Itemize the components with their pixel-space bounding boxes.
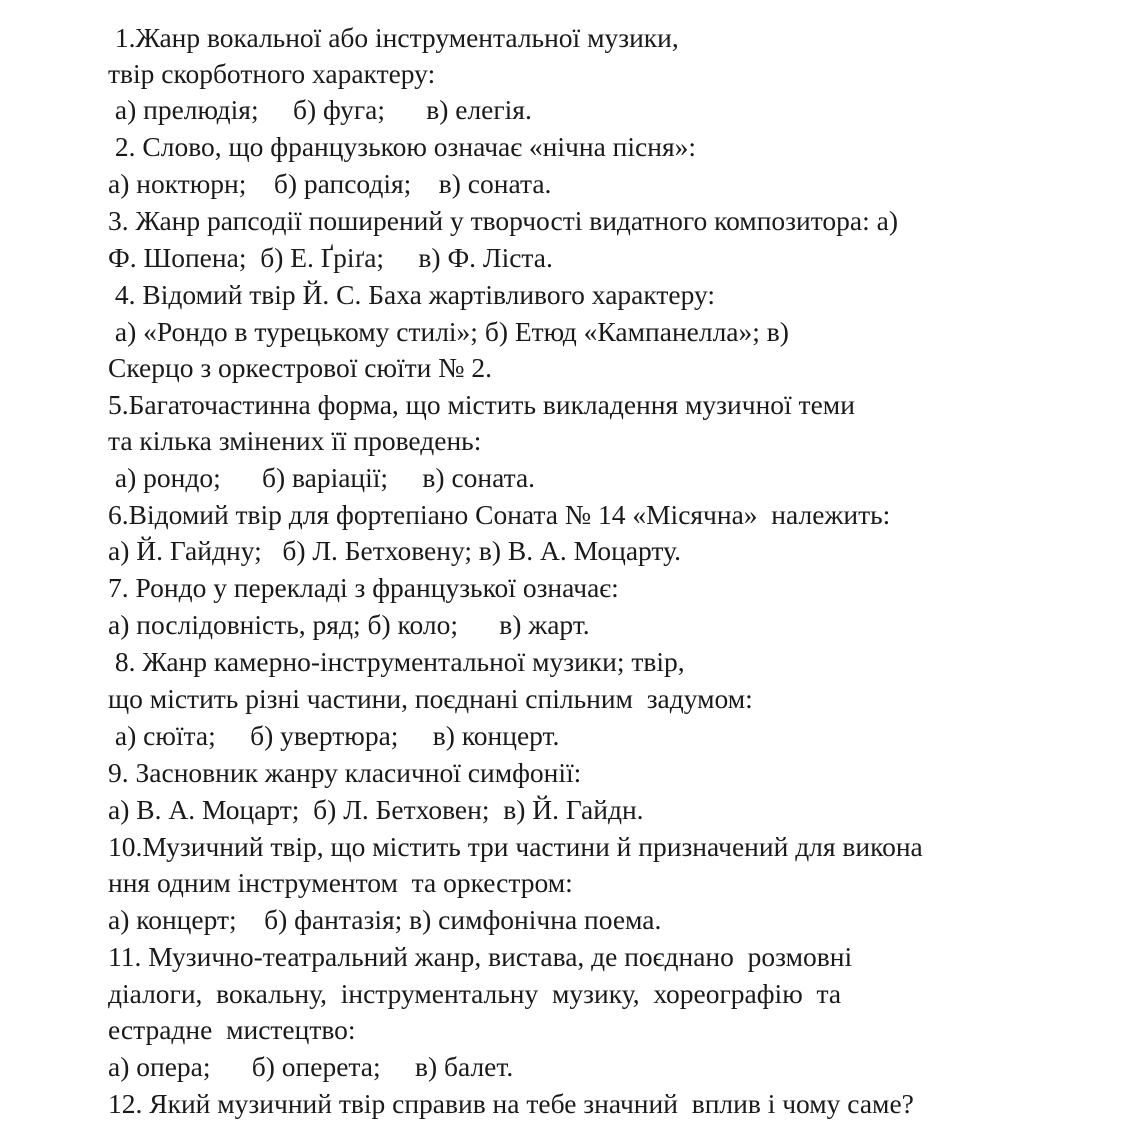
q10-answers: а) концерт; б) фантазія; в) симфонічна поема. [108,904,662,935]
q1-line-1: 1.Жанр вокальної або інструментальної музики, [108,22,679,53]
q4-answers-1: а) «Рондо в турецькому стилі»; б) Етюд «Кампанелла»; в) [108,316,789,347]
q3-answers: Ф. Шопена; б) Е. Ґріґа; в) Ф. Ліста. [108,242,553,273]
q6-answers: а) Й. Гайдну; б) Л. Бетховену; в) В. А. Моцарту. [108,535,681,566]
q2-answers: а) ноктюрн; б) рапсодія; в) соната. [108,168,552,199]
q9-answers: а) В. А. Моцарт; б) Л. Бетховен; в) Й. Гайдн. [108,794,644,825]
q10-line-1: 10.Музичний твір, що містить три частини й призначений для викона [108,831,923,862]
q2-line-1: 2. Слово, що французькою означає «нічна пісня»: [108,131,696,162]
q8-line-2: що містить різні частини, поєднані спільним задумом: [108,683,753,714]
q4-line-1: 4. Відомий твір Й. С. Баха жартівливого характеру: [108,279,715,310]
q10-line-2: ння одним інструментом та оркестром: [108,867,573,898]
q4-answers-2: Скерцо з оркестрової сюїти № 2. [108,352,492,383]
q11-line-3: естрадне мистецтво: [108,1014,356,1045]
q9-line-1: 9. Засновник жанру класичної симфонії: [108,757,582,788]
q5-line-2: та кілька змінених її проведень: [108,425,482,456]
q6-line-1: 6.Відомий твір для фортепіано Соната № 14 «Місячна» належить: [108,499,891,530]
q7-line-1: 7. Рондо у перекладі з французької означає: [108,572,619,603]
q11-answers: а) опера; б) оперета; в) балет. [108,1051,514,1082]
q7-answers: а) послідовність, ряд; б) коло; в) жарт. [108,609,590,640]
q8-line-1: 8. Жанр камерно-інструментальної музики; твір, [108,646,685,677]
q12-line-1: 12. Який музичний твір справив на тебе значний вплив і чому саме? [108,1088,914,1119]
q1-line-2: твір скорботного характеру: [108,58,436,89]
q5-line-1: 5.Багаточастинна форма, що містить викладення музичної теми [108,389,855,420]
q1-answers: а) прелюдія; б) фуга; в) елегія. [108,94,532,125]
q3-line-1: 3. Жанр рапсодії поширений у творчості видатного композитора: а) [108,205,898,236]
q8-answers: а) сюїта; б) увертюра; в) концерт. [108,720,560,751]
q11-line-2: діалоги, вокальну, інструментальну музику, хореографію та [108,978,842,1009]
q11-line-1: 11. Музично-театральний жанр, вистава, де поєднано розмовні [108,941,853,972]
q5-answers: а) рондо; б) варіації; в) соната. [108,462,536,493]
